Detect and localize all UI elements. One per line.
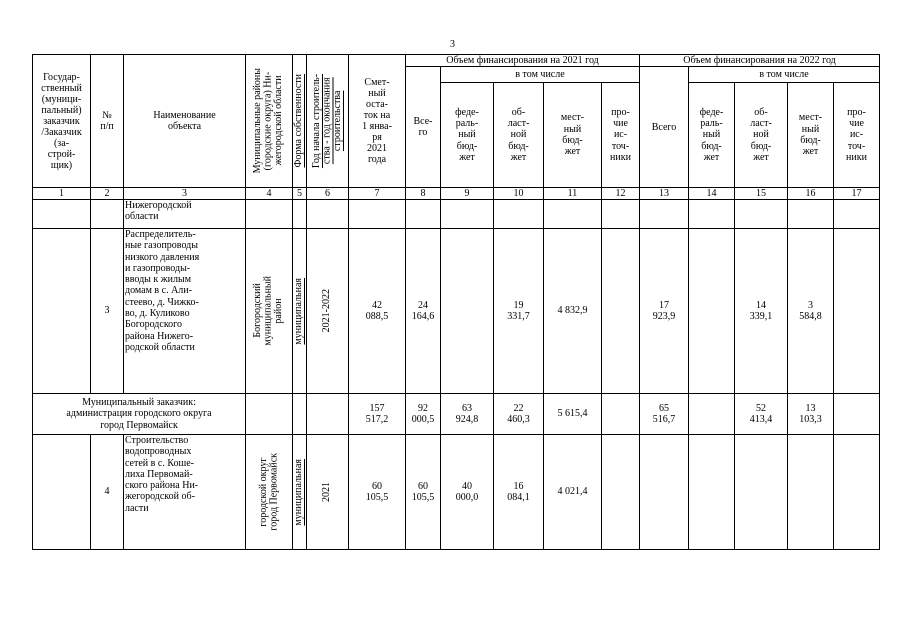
column-number: 15 [735, 188, 788, 200]
table-row [33, 435, 880, 550]
ownership-cell [293, 435, 307, 550]
local-2021: 5 615,4 [544, 394, 602, 435]
regional-2022: 52 413,4 [735, 394, 788, 435]
federal-2022 [689, 229, 735, 394]
column-number: 8 [406, 188, 441, 200]
federal-2021 [441, 229, 494, 394]
header-federal-2022: феде- раль- ный бюд- жет [689, 83, 735, 188]
column-number: 14 [689, 188, 735, 200]
column-number: 9 [441, 188, 494, 200]
local-2022: 3 584,8 [788, 229, 834, 394]
ownership-cell [293, 229, 307, 394]
construction-years: 2021 [321, 482, 333, 502]
local-2022 [788, 435, 834, 550]
header-other-2021: про- чие ис- точ- ники [602, 83, 640, 188]
header-no: № п/п [91, 55, 124, 188]
header-district: Муниципальные районы (городские округа) Ни- жегородской области [252, 68, 285, 174]
federal-2021: 63 924,8 [441, 394, 494, 435]
header-ownership: Форма собственности [293, 74, 305, 168]
header-regional-2022: об- ласт- ной бюд- жет [735, 83, 788, 188]
federal-2022 [689, 435, 735, 550]
other-2021 [602, 435, 640, 550]
district-name: городской округ город Первомайск [257, 453, 279, 531]
balance: 60 105,5 [349, 435, 406, 550]
page-number: 3 [450, 39, 455, 50]
ownership-type: муниципальная [293, 458, 305, 526]
header-other-2022: про- чие ис- точ- ники [834, 83, 880, 188]
other-2022 [834, 394, 880, 435]
total-2021: 24 164,6 [406, 229, 441, 394]
years-cell [307, 229, 349, 394]
years-cell [307, 435, 349, 550]
federal-2021: 40 000,0 [441, 435, 494, 550]
header-years-cell [307, 55, 349, 188]
local-2021: 4 832,9 [544, 229, 602, 394]
total-2022: 65 516,7 [640, 394, 689, 435]
header-federal-2021: феде- раль- ный бюд- жет [441, 83, 494, 188]
regional-2021: 16 084,1 [494, 435, 544, 550]
construction-years: 2021-2022 [321, 289, 333, 333]
financing-table [32, 54, 880, 550]
regional-2021: 19 331,7 [494, 229, 544, 394]
customer-row [33, 394, 880, 435]
column-number: 2 [91, 188, 124, 200]
total-2021: 92 000,5 [406, 394, 441, 435]
column-number: 17 [834, 188, 880, 200]
other-2022 [834, 229, 880, 394]
header-incl-2022: в том числе [689, 67, 880, 83]
header-object-name: Наименование объекта [124, 55, 246, 188]
column-number: 7 [349, 188, 406, 200]
row-no: 4 [91, 435, 124, 550]
other-2022 [834, 435, 880, 550]
other-2021 [602, 229, 640, 394]
header-row-1 [33, 55, 880, 67]
header-fin-2022: Объем финансирования на 2022 год [640, 55, 880, 67]
ownership-type: муниципальная [293, 277, 305, 345]
column-number: 6 [307, 188, 349, 200]
column-number: 16 [788, 188, 834, 200]
column-number: 11 [544, 188, 602, 200]
header-ownership-cell [293, 55, 307, 188]
header-total-2022: Всего [640, 67, 689, 188]
customer-name: Муниципальный заказчик: администрация городского округа город Первомайск [33, 394, 246, 435]
balance: 42 088,5 [349, 229, 406, 394]
header-local-2022: мест- ный бюд- жет [788, 83, 834, 188]
local-2022: 13 103,3 [788, 394, 834, 435]
district-cell [246, 229, 293, 394]
column-number: 12 [602, 188, 640, 200]
federal-2022 [689, 394, 735, 435]
total-2021: 60 105,5 [406, 435, 441, 550]
local-2021: 4 021,4 [544, 435, 602, 550]
column-numbers-row [33, 188, 880, 200]
district-name: Богородский муниципальный район [252, 276, 285, 346]
regional-2022 [735, 435, 788, 550]
balance: 157 517,2 [349, 394, 406, 435]
header-years: Год начала строитель- ства - год окончания строительства [310, 73, 343, 169]
district-cell [246, 435, 293, 550]
column-number: 10 [494, 188, 544, 200]
column-number: 1 [33, 188, 91, 200]
object-name: Распределитель- ные газопроводы низкого давления и газопроводы- вводы к жилым домам в с. Али- стеево, д. Чижко- во, д. Куликово Богородского района Нижего- родской области [124, 229, 246, 394]
total-2022: 17 923,9 [640, 229, 689, 394]
region-name: Нижегородской области [124, 200, 246, 229]
other-2021 [602, 394, 640, 435]
header-total-2021: Все- го [406, 67, 441, 188]
total-2022 [640, 435, 689, 550]
table-row [33, 229, 880, 394]
region-row [33, 200, 880, 229]
regional-2022: 14 339,1 [735, 229, 788, 394]
column-number: 3 [124, 188, 246, 200]
header-district-cell [246, 55, 293, 188]
row-no: 3 [91, 229, 124, 394]
object-name: Строительство водопроводных сетей в с. Коше- лиха Первомай- ского района Ни- жегородской об- ласти [124, 435, 246, 550]
header-fin-2021: Объем финансирования на 2021 год [406, 55, 640, 67]
header-balance: Смет- ный оста- ток на 1 янва- ря 2021 года [349, 55, 406, 188]
header-regional-2021: об- ласт- ной бюд- жет [494, 83, 544, 188]
column-number: 13 [640, 188, 689, 200]
column-number: 5 [293, 188, 307, 200]
header-local-2021: мест- ный бюд- жет [544, 83, 602, 188]
column-number: 4 [246, 188, 293, 200]
header-customer: Государ- ственный (муници- пальный) заказчик /Заказчик (за- строй- щик) [33, 55, 91, 188]
header-incl-2021: в том числе [441, 67, 640, 83]
regional-2021: 22 460,3 [494, 394, 544, 435]
